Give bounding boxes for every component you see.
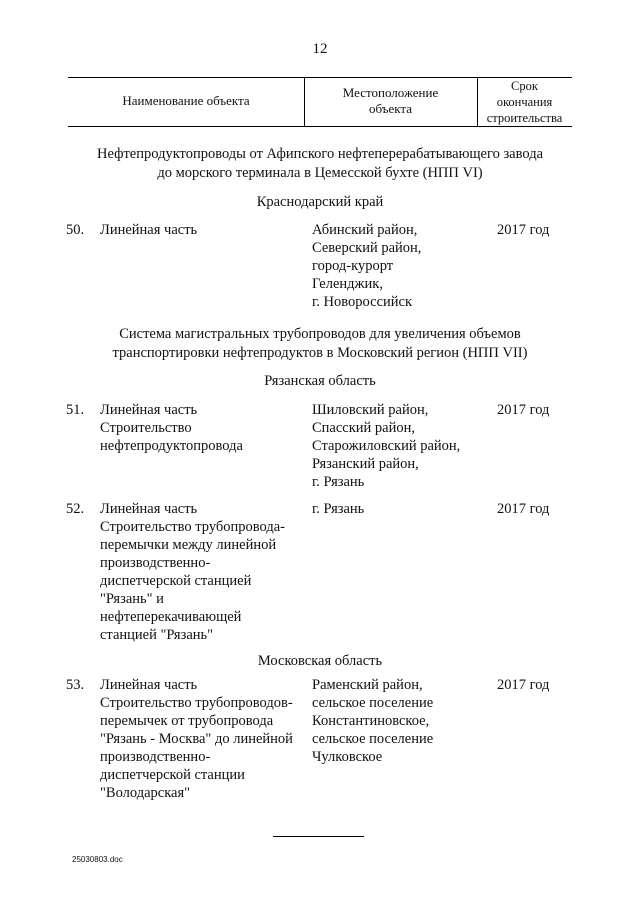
row-object-name: Линейная часть [100, 222, 198, 238]
row-number: 50. [66, 222, 85, 238]
row-number: 52. [66, 501, 85, 517]
section-title-line: Система магистральных трубопроводов для увеличения объемов [119, 326, 521, 342]
row-location: Абинский район, Северский район, город-курорт Геленджик, г. Новороссийск [312, 222, 422, 310]
row-deadline: 2017 год [497, 402, 550, 418]
section-title [0, 325, 640, 363]
row-location: Раменский район, сельское поселение Константиновское, сельское поселение Чулковское [312, 677, 434, 765]
header-col-location-line: объекта [368, 101, 413, 116]
section-title-line: до морского терминала в Цемесской бухте (НПП VI) [157, 165, 483, 181]
row-object-name: Линейная часть Строительство трубопроводов- перемычек от трубопровода "Рязань - Москва" до линейной производственно- диспетчерской станции "Володарская" [100, 677, 293, 801]
region-title: Московская область [257, 653, 383, 669]
header-col-name [68, 93, 304, 109]
header-col-deadline-line: строительства [486, 111, 563, 125]
row-deadline: 2017 год [497, 501, 550, 517]
region-title: Рязанская область [264, 373, 376, 389]
row-location: Шиловский район, Спасский район, Старожиловский район, Рязанский район, г. Рязань [312, 402, 461, 490]
region-title: Краснодарский край [256, 194, 384, 210]
section-title-line: транспортировки нефтепродуктов в Московский регион (НПП VII) [112, 345, 528, 361]
header-col-location [304, 85, 477, 117]
document-filename: 25030803.doc [72, 855, 123, 864]
page-number: 12 [312, 41, 328, 57]
header-col-deadline-line: окончания [496, 95, 553, 109]
row-deadline: 2017 год [497, 222, 550, 238]
row-number: 53. [66, 677, 85, 693]
row-object-name: Линейная часть Строительство нефтепродуктопровода [100, 402, 243, 454]
row-object-name: Линейная часть Строительство трубопровода- перемычки между линейной производственно- диспетчерской станцией "Рязань" и нефтеперекачивающей станцией "Рязань" [100, 501, 286, 643]
header-col-deadline-line: Срок [511, 79, 538, 93]
header-col-deadline [477, 78, 572, 126]
row-deadline: 2017 год [497, 677, 550, 693]
row-number: 51. [66, 402, 85, 418]
header-col-name-text: Наименование объекта [122, 93, 250, 108]
footer-rule [273, 836, 364, 837]
header-col-location-line: Местоположение [342, 85, 439, 100]
header-bottom-rule [68, 126, 572, 127]
section-title [0, 145, 640, 183]
section-title-line: Нефтепродуктопроводы от Афипского нефтеперерабатывающего завода [96, 146, 544, 162]
row-location: г. Рязань [312, 501, 365, 517]
